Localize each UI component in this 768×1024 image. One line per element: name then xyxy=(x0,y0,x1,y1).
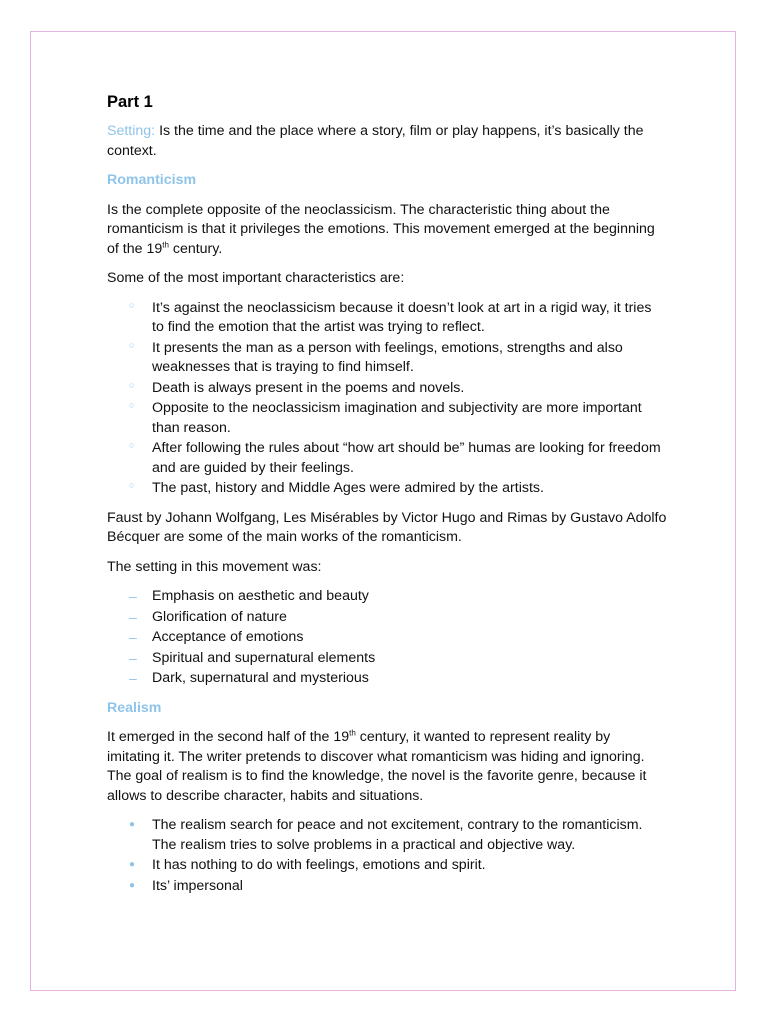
list-item-text: It presents the man as a person with feelings, emotions, strengths and also weaknesses that is traying to find himself. xyxy=(152,339,623,375)
realism-intro-end: century, it wanted to represent reality by imitating it. The writer pretends to discover what romanticism was hiding and ignoring. The goal of realism is to find the knowledge, the novel is the favorite genre, because it allows to describe character, habits and situations. xyxy=(107,729,647,804)
realism-heading: Realism xyxy=(107,699,162,716)
list-item-text: Emphasis on aesthetic and beauty xyxy=(152,588,369,604)
works-paragraph: Faust by Johann Wolfgang, Les Misérables by Victor Hugo and Rimas by Gustavo Adolfo Bécquer are some of the main works of the romanticism. xyxy=(107,509,667,545)
disc-bullet-icon: ● xyxy=(129,879,136,891)
list-item-text: Death is always present in the poems and novels. xyxy=(152,379,465,396)
dash-bullet-icon: – xyxy=(129,629,137,645)
romanticism-intro xyxy=(107,201,667,260)
list-item xyxy=(107,399,667,438)
list-item-text: It has nothing to do with feelings, emotions and spirit. xyxy=(152,857,486,873)
list-item xyxy=(107,339,667,378)
dash-bullet-icon: – xyxy=(129,670,137,686)
list-item-text: It’s against the neoclassicism because it doesn’t look at art in a rigid way, it tries to find the emotion that the artist was trying to reflect. xyxy=(152,299,652,335)
list-item xyxy=(107,608,667,628)
characteristics-lead: Some of the most important characteristics are: xyxy=(107,270,405,286)
list-item xyxy=(107,877,667,897)
list-item xyxy=(107,379,667,399)
list-item xyxy=(107,587,667,607)
circle-bullet-icon: ○ xyxy=(129,440,135,450)
list-item-text: Acceptance of emotions xyxy=(152,629,304,645)
realism-intro-text: It emerged in the second half of the 19 xyxy=(107,729,350,745)
realism-intro-sup: th xyxy=(349,728,356,738)
circle-bullet-icon: ○ xyxy=(129,339,135,350)
circle-bullet-icon: ○ xyxy=(129,400,135,410)
dash-bullet-icon: – xyxy=(129,649,137,666)
list-item-text: Opposite to the neoclassicism imagination and subjectivity are more important than reason. xyxy=(152,400,642,436)
list-item xyxy=(107,669,667,689)
list-item xyxy=(107,299,667,338)
setting-text: Is the time and the place where a story, film or play happens, it’s basically the context. xyxy=(107,123,644,159)
realism-list xyxy=(107,816,667,896)
dash-bullet-icon: – xyxy=(129,588,137,604)
setting-label: Setting: xyxy=(107,123,156,139)
list-item xyxy=(107,628,667,648)
list-item-text: Its’ impersonal xyxy=(152,877,243,894)
romanticism-heading: Romanticism xyxy=(107,172,197,188)
list-item-text: After following the rules about “how art should be” humas are looking for freedom and are guided by their feelings. xyxy=(152,440,661,476)
list-item xyxy=(107,856,667,876)
list-item-text: Spiritual and supernatural elements xyxy=(152,649,376,666)
disc-bullet-icon: ● xyxy=(129,819,136,830)
circle-bullet-icon: ○ xyxy=(129,480,135,490)
dash-bullet-icon: – xyxy=(129,608,137,625)
circle-bullet-icon: ○ xyxy=(129,379,135,390)
setting-paragraph xyxy=(107,122,667,161)
list-item xyxy=(107,816,667,855)
list-item xyxy=(107,439,667,478)
romanticism-intro-end: century. xyxy=(168,240,223,257)
list-item-text: The realism search for peace and not excitement, contrary to the romanticism. The realism tries to solve problems in a practical and objective way. xyxy=(152,817,643,853)
characteristics-list xyxy=(107,299,667,499)
setting-list xyxy=(107,587,667,689)
romanticism-intro-sup: th xyxy=(162,239,169,249)
disc-bullet-icon: ● xyxy=(129,859,136,870)
part-title: Part 1 xyxy=(107,93,153,111)
circle-bullet-icon: ○ xyxy=(129,299,135,310)
realism-intro xyxy=(107,728,667,806)
romanticism-intro-text: Is the complete opposite of the neoclassicism. The characteristic thing about the romanticism is that it privileges the emotions. This movement emerged at the beginning of the 19 xyxy=(107,201,655,257)
list-item-text: Dark, supernatural and mysterious xyxy=(152,670,369,686)
document-body xyxy=(107,92,667,906)
list-item xyxy=(107,479,667,499)
list-item-text: Glorification of nature xyxy=(152,608,287,625)
list-item xyxy=(107,649,667,669)
setting-lead: The setting in this movement was: xyxy=(107,558,322,575)
list-item-text: The past, history and Middle Ages were admired by the artists. xyxy=(152,480,544,496)
